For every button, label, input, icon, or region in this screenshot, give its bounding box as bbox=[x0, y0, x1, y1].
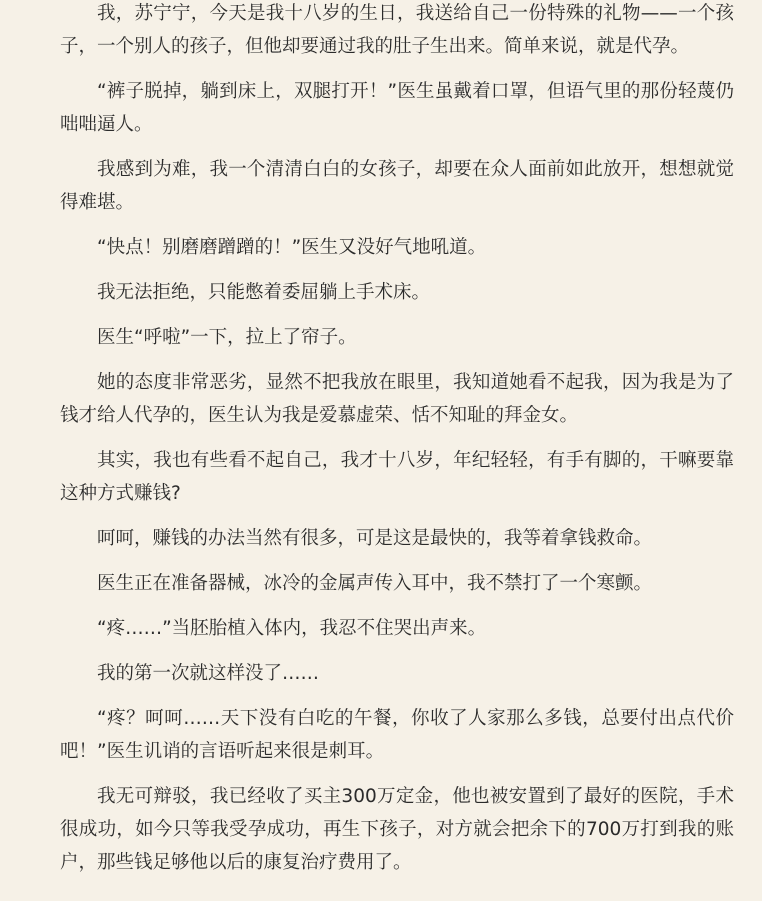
paragraph: 我无可辩驳，我已经收了买主300万定金，他也被安置到了最好的医院，手术很成功，如今只等我受孕成功，再生下孩子，对方就会把余下的700万打到我的账户，那些钱足够他以后的康复治疗费用了。 bbox=[60, 786, 734, 873]
paragraph: 医生正在准备器械，冰冷的金属声传入耳中，我不禁打了一个寒颤。 bbox=[97, 573, 653, 594]
paragraph: “疼……”当胚胎植入体内，我忍不住哭出声来。 bbox=[97, 618, 487, 639]
paragraph: “裤子脱掉，躺到床上，双腿打开！”医生虽戴着口罩，但语气里的那份轻蔑仍咄咄逼人。 bbox=[60, 81, 734, 135]
paragraph: 其实，我也有些看不起自己，我才十八岁，年纪轻轻，有手有脚的，干嘛要靠这种方式赚钱? bbox=[60, 450, 734, 504]
paragraph: 她的态度非常恶劣，显然不把我放在眼里，我知道她看不起我，因为我是为了钱才给人代孕的，医生认为我是爱慕虚荣、恬不知耻的拜金女。 bbox=[60, 372, 734, 426]
paragraph: 我无法拒绝，只能憋着委屈躺上手术床。 bbox=[97, 282, 431, 303]
paragraph: 医生“呼啦”一下，拉上了帘子。 bbox=[97, 327, 357, 348]
paragraph: “快点！别磨磨蹭蹭的！”医生又没好气地吼道。 bbox=[97, 237, 487, 258]
paragraph: “疼？呵呵……天下没有白吃的午餐，你收了人家那么多钱，总要付出点代价吧！”医生讥诮的言语听起来很是刺耳。 bbox=[60, 708, 734, 762]
article-body bbox=[60, 0, 734, 891]
paragraph: 我感到为难，我一个清清白白的女孩子，却要在众人面前如此放开，想想就觉得难堪。 bbox=[60, 159, 734, 213]
paragraph: 我，苏宁宁，今天是我十八岁的生日，我送给自己一份特殊的礼物——一个孩子，一个别人的孩子，但他却要通过我的肚子生出来。简单来说，就是代孕。 bbox=[60, 3, 734, 57]
paragraph: 我的第一次就这样没了…… bbox=[97, 663, 320, 684]
paragraph: 呵呵，赚钱的办法当然有很多，可是这是最快的，我等着拿钱救命。 bbox=[97, 528, 653, 549]
